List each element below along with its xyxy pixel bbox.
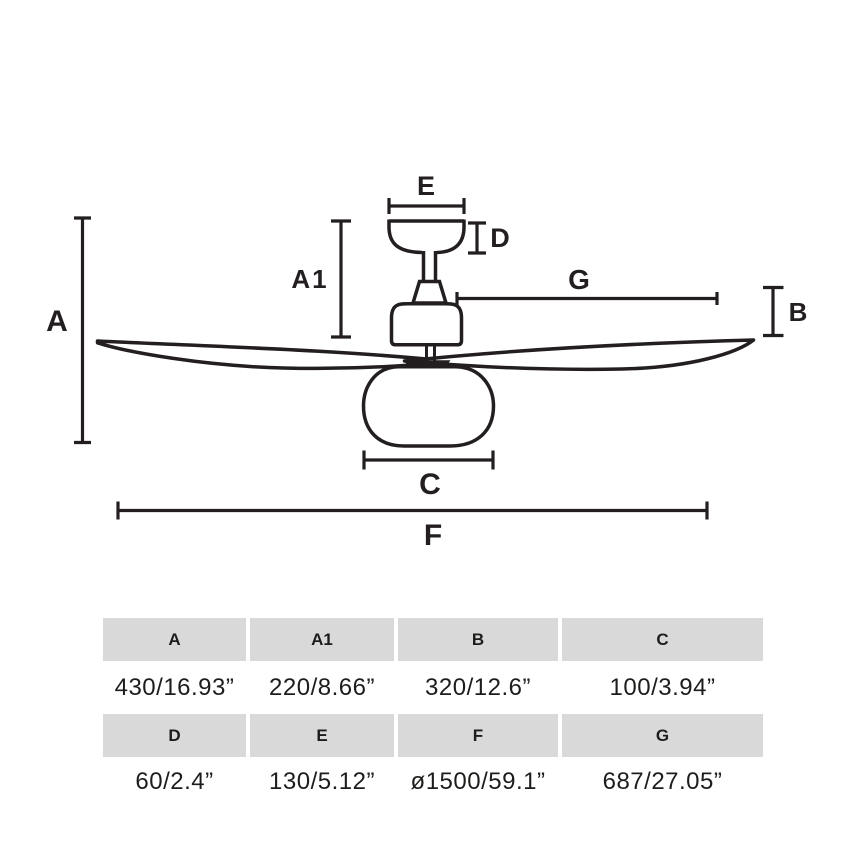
- table-value-G: 687/27.05”: [562, 757, 763, 807]
- globe-connector: [404, 360, 451, 367]
- canopy: [389, 220, 464, 253]
- dimension-table: [103, 618, 763, 807]
- dim-label-A: A: [46, 305, 68, 338]
- table-header-D: D: [103, 714, 246, 757]
- table-value-C: 100/3.94”: [562, 661, 763, 714]
- table-value-A: 430/16.93”: [103, 661, 246, 714]
- table-header-G: G: [562, 714, 763, 757]
- motor-housing: [392, 304, 462, 345]
- downrod: [424, 251, 436, 283]
- dim-label-G: G: [568, 264, 590, 295]
- table-value-B: 320/12.6”: [398, 661, 558, 714]
- dim-line-A1: [331, 221, 351, 337]
- dim-line-A: [74, 218, 91, 443]
- dim-label-B: B: [788, 297, 808, 327]
- table-value-E: 130/5.12”: [250, 757, 394, 807]
- dim-label-E: E: [416, 171, 436, 201]
- dim-line-D: [468, 223, 486, 253]
- dim-label-F: F: [423, 519, 443, 552]
- table-header-C: C: [562, 618, 763, 661]
- dim-label-D: D: [490, 223, 510, 253]
- rod-coupling: [413, 282, 446, 304]
- dim-label-A1: A1: [291, 264, 329, 294]
- table-header-A1: A1: [250, 618, 394, 661]
- table-header-A: A: [103, 618, 246, 661]
- light-globe: [364, 367, 494, 446]
- dim-label-C: C: [419, 468, 441, 501]
- table-header-E: E: [250, 714, 394, 757]
- dim-line-C: [364, 451, 493, 470]
- dim-line-B: [763, 288, 784, 336]
- table-value-F: ø1500/59.1”: [398, 757, 558, 807]
- dim-line-F: [118, 502, 707, 520]
- table-value-D: 60/2.4”: [103, 757, 246, 807]
- table-value-A1: 220/8.66”: [250, 661, 394, 714]
- table-header-B: B: [398, 618, 558, 661]
- table-header-F: F: [398, 714, 558, 757]
